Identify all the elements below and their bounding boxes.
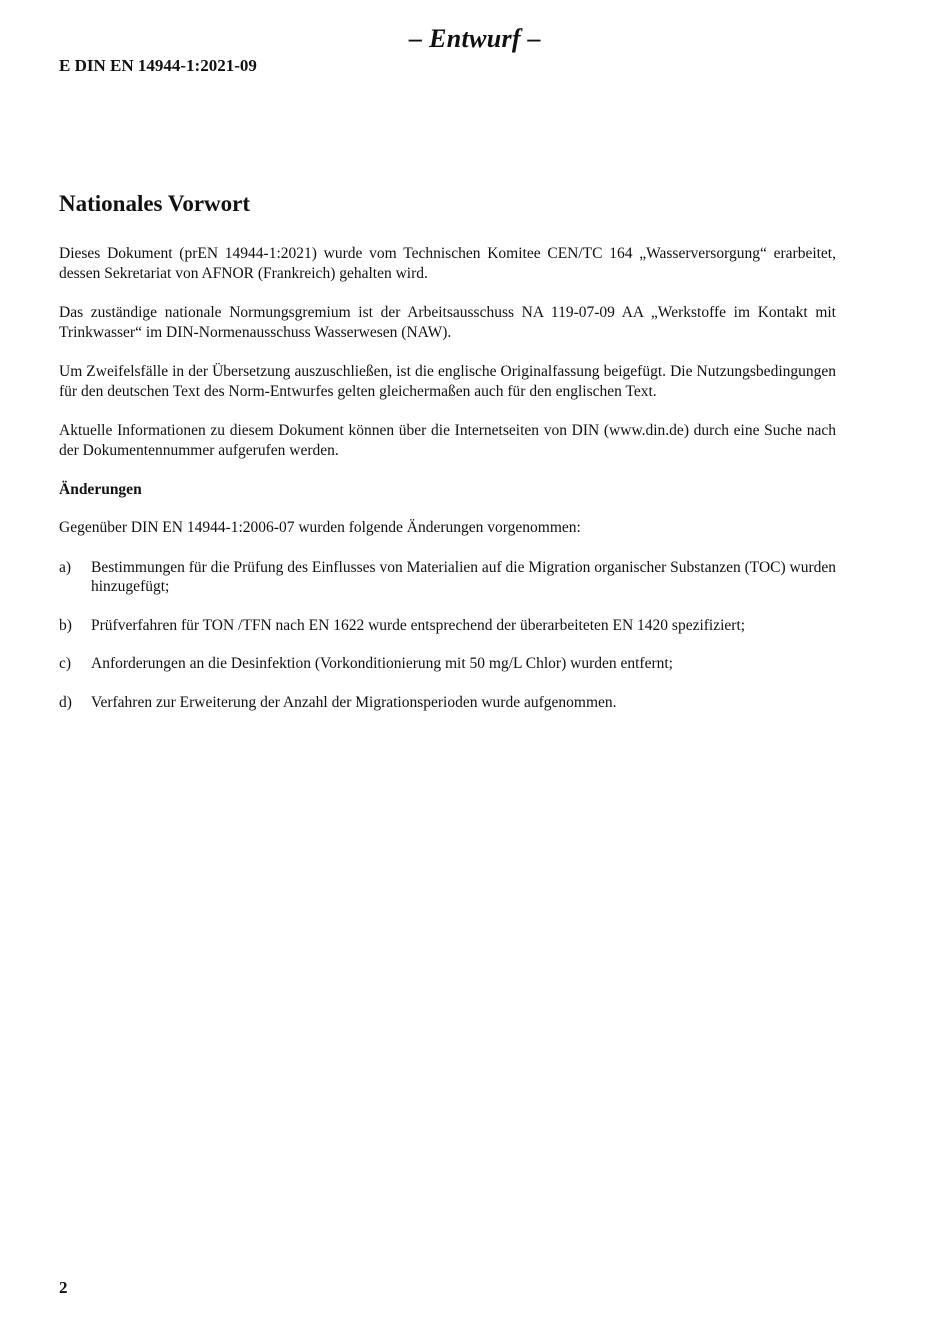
list-item — [59, 654, 836, 674]
paragraph: Aktuelle Informationen zu diesem Dokument können über die Internetseiten von DIN (www.din.de) durch eine Suche nach der Dokumentennummer aufgerufen werden. — [59, 422, 836, 459]
list-item — [59, 693, 836, 713]
list-item-text: Anforderungen an die Desinfektion (Vorkonditionierung mit 50 mg/L Chlor) wurden entfernt; — [91, 655, 673, 672]
paragraph: Um Zweifelsfälle in der Übersetzung auszuschließen, ist die englische Originalfassung beigefügt. Die Nutzungsbedingungen für den deutschen Text des Norm-Entwurfes gelten gleichermaßen auch für den englischen Text. — [59, 363, 836, 400]
changes-intro: Gegenüber DIN EN 14944-1:2006-07 wurden folgende Änderungen vorgenommen: — [59, 519, 581, 536]
list-marker: a) — [59, 558, 72, 576]
changes-list — [59, 558, 836, 713]
list-marker: d) — [59, 693, 72, 711]
document-id: E DIN EN 14944-1:2021-09 — [59, 56, 257, 75]
paragraph: Dieses Dokument (prEN 14944-1:2021) wurde vom Technischen Komitee CEN/TC 164 „Wasserversorgung“ erarbeitet, dessen Sekretariat von AFNOR (Frankreich) gehalten wird. — [59, 245, 836, 282]
draft-label: – Entwurf – — [409, 24, 541, 53]
list-item-text: Bestimmungen für die Prüfung des Einflusses von Materialien auf die Migration organischer Substanzen (TOC) wurden hinzugefügt; — [91, 558, 836, 595]
paragraph: Das zuständige nationale Normungsgremium ist der Arbeitsausschuss NA 119-07-09 AA „Werkstoffe im Kontakt mit Trinkwasser“ im DIN-Normenausschuss Wasserwesen (NAW). — [59, 304, 836, 341]
list-item — [59, 616, 836, 636]
page-number: 2 — [59, 1278, 68, 1297]
section-title: Nationales Vorwort — [59, 191, 251, 216]
changes-heading: Änderungen — [59, 481, 142, 498]
list-marker: c) — [59, 655, 72, 672]
list-item-text: Verfahren zur Erweiterung der Anzahl der Migrationsperioden wurde aufgenommen. — [91, 693, 617, 711]
list-marker: b) — [59, 616, 72, 634]
list-item — [59, 558, 836, 597]
page-content — [59, 188, 836, 731]
list-item-text: Prüfverfahren für TON /TFN nach EN 1622 wurde entsprechend der überarbeiteten EN 1420 spezifiziert; — [91, 616, 746, 634]
